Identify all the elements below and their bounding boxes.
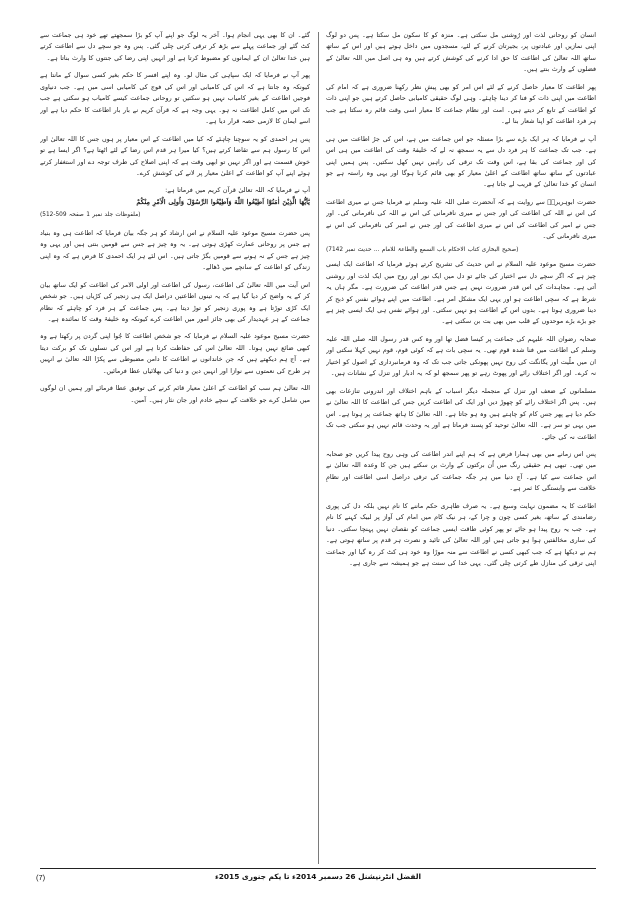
paragraph: انسان کو روحانی لذت اور رُوشنی مل سکتی ہے۔ منزہ کو کا سکون مل سکتا ہے۔ پس دو لوگ اپنی نمازیں اور عبادتوں پر، بجیرتان کرنے کے لئے، مسجدوں میں داخل ہوتے ہیں اور اس کے ساتھ ساتھ اللہ تعالیٰ کی اطاعت کا حق ادا کرنے کی کوشش کرتے ہیں وہ ہی اصل میں اللہ تعالیٰ کے فضلوں کے وارث بنتے ہیں۔ bbox=[326, 32, 596, 74]
paragraph: پس حضرت مسیح موعود علیہ السلام نے اس ارشاد کو ہر جگہ بیان فرمایا کہ اطاعت ہی وہ بنیاد ہے جس پر روحانی عمارت کھڑی ہوتی ہے۔ یہ وہ چیز ہے جس سے قومیں بنتی ہیں اور یہی وہ چیز ہے جس کے نہ ہونے سے قومیں بگڑ جاتی ہیں۔ اس لئے ہر ایک احمدی کا فرض ہے کہ وہ اپنی زندگی کو اطاعت کے سانچے میں ڈھالے۔ bbox=[40, 229, 310, 272]
quran-verse: يٰٓاَيُّهَا الَّذِيْنَ اٰمَنُوْٓا اَطِيْعُوا اللّٰهَ وَاَطِيْعُوا الرَّسُوْلَ وَاُولِى الْاَمْرِ مِنْكُمْ bbox=[136, 197, 310, 206]
paragraph: پھر اطاعت کا معیار حاصل کرنے کے لئے اس امر کو بھی پیشِ نظر رکھنا ضروری ہے کہ امام کی اطاعت میں اپنی ذات کو فنا کر دینا چاہئے۔ وہی لوگ حقیقی کامیابی حاصل کرتے ہیں جو اپنی ذات کو اطاعت کے تابع کر دیتے ہیں۔ امت اور نظام جماعت کا معیار اسی وقت قائم رہ سکتا ہے جب ہر فرد اطاعت کو اپنا شعار بنا لے۔ bbox=[326, 83, 596, 126]
paragraph: اس آیت میں اللہ تعالیٰ کی اطاعت، رسول کی اطاعت اور اولی الامر کی اطاعت کو ایک ساتھ بیان کر کے یہ واضح کر دیا گیا ہے کہ یہ تینوں اطاعتیں دراصل ایک ہی زنجیر کی کڑیاں ہیں۔ جو شخص ایک کڑی توڑتا ہے وہ پوری زنجیر کو توڑ دیتا ہے۔ پس جماعت کے ہر فرد کو چاہئے کہ نظام جماعت کے ہر عہدیدار کی بھی جائز امور میں اطاعت کرے کیونکہ وہ خلیفۂ وقت کا نمائندہ ہے۔ bbox=[40, 281, 310, 324]
paragraph: اللہ تعالیٰ ہم سب کو اطاعت کے اعلیٰ معیار قائم کرنے کی توفیق عطا فرمائے اور ہمیں ان لوگوں میں شامل کرے جو خلافت کے سچے خادم اور جان نثار ہیں۔ آمین۔ bbox=[40, 385, 310, 404]
paragraph: اطاعت کا یہ مضمون نہایت وسیع ہے۔ یہ صرف ظاہری حکم ماننے کا نام نہیں بلکہ دل کی پوری رضامندی کے ساتھ، بغیر کسی چون و چرا کے، ہر نیک کام میں امام کی آواز پر لبیک کہنے کا نام ہے۔ جب یہ روح پیدا ہو جائے تو پھر کوئی طاقت ایسی جماعت کو نقصان نہیں پہنچا سکتی۔ دنیا کی ساری مخالفتیں ہوا ہو جاتی ہیں اور اللہ تعالیٰ کی تائید و نصرت ہر قدم پر ساتھ ہوتی ہے۔ ہم نے دیکھا ہے کہ جب کبھی کسی نے اطاعت سے منہ موڑا وہ خود ہی کٹ کر رہ گیا اور جماعت اپنی ترقی کی منازل طے کرتی چلی گئی۔ یہی خدا کی سنت ہے جو ہمیشہ سے جاری ہے۔ bbox=[326, 502, 596, 568]
hadith-reference: (صحیح البخاری کتاب الاحکام باب السمع والطاعۃ للامام ... حدیث نمبر 7142) bbox=[326, 246, 519, 253]
paragraph: پھر آپ نے فرمایا کہ ایک سپاہی کی مثال لو۔ وہ اپنے افسر کا حکم بغیر کسی سوال کے مانتا ہے کیونکہ وہ جانتا ہے کہ اس کی کامیابی اور اس کی فوج کی کامیابی اسی میں ہے۔ جب دنیاوی فوجیں اطاعت کے بغیر کامیاب نہیں ہو سکتیں تو روحانی جماعت کیسے کامیاب ہو سکتی ہے جب تک اس میں کامل اطاعت نہ ہو۔ یہی وجہ ہے کہ قرآن کریم نے بار بار اطاعت کا حکم دیا ہے اور اسے ایمان کا لازمی حصہ قرار دیا ہے۔ bbox=[40, 72, 310, 126]
paragraph: حضرت ابوہریرہؓ سے روایت ہے کہ آنحضرت صلی اللہ علیہ وسلم نے فرمایا جس نے میری اطاعت کی اس نے اللہ کی اطاعت کی اور جس نے میری نافرمانی کی اس نے اللہ کی نافرمانی کی۔ اور جس نے امیر کی اطاعت کی اس نے میری اطاعت کی اور جس نے امیر کی نافرمانی کی اس نے میری نافرمانی کی۔ bbox=[326, 198, 596, 241]
paragraph: پس ہر احمدی کو یہ سوچنا چاہئے کہ کیا میں اطاعت کے اس معیار پر ہوں جس کا اللہ تعالیٰ اور اس کا رسول ہم سے تقاضا کرتے ہیں؟ کیا میرا ہر قدم اس رضا کے لئے اٹھتا ہے؟ اگر ایسا ہے تو خوش قسمت ہے اور اگر نہیں تو ابھی وقت ہے کہ اپنی اصلاح کی طرف توجہ دے اور استغفار کرتے ہوئے اپنے آپ کو اطاعت کے اعلیٰ معیار پر لانے کی کوشش کرے۔ bbox=[40, 135, 310, 177]
right-text-column bbox=[326, 30, 596, 870]
paragraph: آپ نے فرمایا کہ ہر ایک بڑے سے بڑا مسئلہ جو اس جماعت میں ہے، اس کی جڑ اطاعت میں ہی ہے۔ جب تک جماعت کا ہر فرد دل سے یہ سمجھ نہ لے کہ خلیفۂ وقت کی اطاعت میں ہی اس کی اور جماعت کی بقا ہے، اس وقت تک ترقی کی راہیں نہیں کھل سکتیں۔ پس ہمیں اپنی عبادتوں کے ساتھ ساتھ اطاعت کے اعلیٰ معیار کو بھی قائم کرنا ہوگا اور یہی وہ راستہ ہے جو انسان کو خدا تعالیٰ کے قریب لے جاتا ہے۔ bbox=[326, 135, 596, 189]
page-number: (7) bbox=[36, 873, 46, 882]
footer-rule bbox=[40, 868, 596, 869]
paragraph: صحابہ رضوان اللہ علیہم کی جماعت پر کیسا فضل تھا اور وہ کس قدر رسول اللہ صلی اللہ علیہ وسلم کی اطاعت میں فنا شدہ قوم تھی۔ یہ سچی بات ہے کہ کوئی قوم، قوم نہیں کہلا سکتی اور ان میں ملّیت اور یگانگت کی روح نہیں پھونکی جاتی جب تک کہ وہ فرمانبرداری کے اصول کو اختیار نہ کرے۔ اور اگر اختلاف رائے اور پھوٹ رہے تو پھر سمجھ لو کہ یہ ادبار اور تنزل کے نشانات ہیں۔ bbox=[326, 335, 596, 378]
paragraph: مسلمانوں کے ضعف اور تنزل کے منجملہ دیگر اسباب کے باہم اختلاف اور اندرونی تنازعات بھی ہیں۔ پس اگر اختلاف رائے کو چھوڑ دیں اور ایک کی اطاعت کریں جس کی اطاعت کا اللہ تعالیٰ نے حکم دیا ہے پھر جس کام کو چاہتے ہیں وہ ہو جاتا ہے۔ اللہ تعالیٰ کا ہاتھ جماعت پر ہوتا ہے۔ اس میں یہی تو سر ہے۔ اللہ تعالیٰ توحید کو پسند فرماتا ہے اور یہ وحدت قائم نہیں ہو سکتی جب تک اطاعت نہ کی جائے۔ bbox=[326, 387, 596, 441]
paragraph: حضرت مسیح موعود علیہ السلام نے اس حدیث کی تشریح کرتے ہوئے فرمایا کہ اطاعت ایک ایسی چیز ہے کہ اگر سچے دل سے اختیار کی جائے تو دل میں ایک نور اور روح میں ایک لذت اور روشنی آتی ہے۔ مجاہدات کی اس قدر ضرورت نہیں ہے جس قدر اطاعت کی ضرورت ہے۔ مگر ہاں یہ شرط ہے کہ سچی اطاعت ہو اور یہی ایک مشکل امر ہے۔ اطاعت میں اپنے ہوائے نفس کو ذبح کر دینا ضروری ہوتا ہے۔ بدوں اس کے اطاعت ہو نہیں سکتی۔ اور ہوائے نفس ہی ایک ایسی چیز ہے جو بڑے بڑے موحدوں کے قلب میں بھی بت بن سکتی ہے۔ bbox=[326, 261, 596, 326]
column-divider bbox=[318, 32, 319, 864]
paragraph: گئے۔ ان کا بھی یہی انجام ہوا۔ آخر یہ لوگ جو اپنے آپ کو بڑا سمجھتے تھے خود ہی جماعت سے کٹ گئے اور جماعت پہلے سے بڑھ کر ترقی کرتی چلی گئی۔ پس وہ جو سچے دل سے اطاعت کرتے ہیں خدا تعالیٰ ان کے ایمانوں کو مضبوط کرتا ہے اور انہیں اپنی رضا کی جنتوں کا وارث بناتا ہے۔ bbox=[40, 32, 310, 62]
paragraph: پس اس زمانے میں بھی ہمارا فرض ہے کہ ہم اپنے اندر اطاعت کی وہی روح پیدا کریں جو صحابہ میں تھی۔ تبھی ہم حقیقی رنگ میں اُن برکتوں کے وارث بن سکتے ہیں جن کا وعدہ اللہ تعالیٰ نے اس جماعت سے کیا ہے۔ آج دنیا میں ہر جگہ جماعت کی ترقی دراصل اسی اطاعت اور نظامِ خلافت سے وابستگی کا ثمر ہے۔ bbox=[326, 450, 596, 493]
footer-publication-date: الفضل انٹرنیشنل 26 دسمبر 2014ء تا یکم جنوری 2015ء bbox=[214, 872, 422, 881]
left-text-column bbox=[40, 30, 310, 870]
book-reference: (ملفوظات جلد نمبر 1 صفحہ 509-512) bbox=[40, 212, 141, 219]
paragraph: حضرت مسیح موعود علیہ السلام نے فرمایا کہ جو شخص اطاعت کا جُوا اپنی گردن پر رکھتا ہے وہ کبھی ضائع نہیں ہوتا۔ اللہ تعالیٰ اس کی حفاظت کرتا ہے اور اس کی نسلوں تک کو برکت دیتا ہے۔ آج ہم دیکھتے ہیں کہ جن خاندانوں نے اطاعت کا دامن مضبوطی سے پکڑا اللہ تعالیٰ نے انہیں ہر طرح کی نعمتوں سے نوازا اور انہیں دین و دنیا کی بھلائیاں عطا فرمائیں۔ bbox=[40, 333, 310, 375]
paragraph: آپ نے فرمایا کہ اللہ تعالیٰ قرآن کریم میں فرماتا ہے: bbox=[165, 187, 310, 195]
